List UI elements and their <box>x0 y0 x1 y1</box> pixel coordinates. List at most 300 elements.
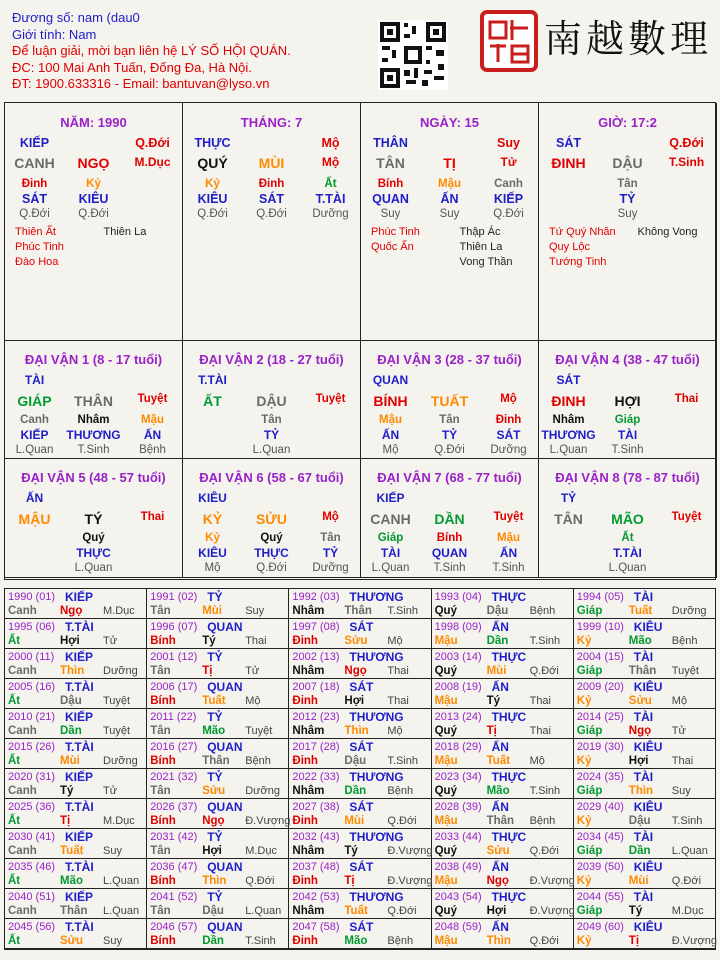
phase-row-3: Bệnh <box>139 444 166 456</box>
year-stem: Quý <box>434 725 457 737</box>
unlucky-star: Thập Ác <box>459 226 501 238</box>
year-god: KIÊU <box>633 920 663 934</box>
year-phase: Thai <box>529 725 551 737</box>
year-cell <box>574 589 716 619</box>
year-branch: Hợi <box>486 905 507 917</box>
year-label: 2016 (27) <box>150 741 198 753</box>
stem-branch-row-2: TỊ <box>443 155 456 171</box>
year-cell <box>5 799 147 829</box>
hidden-god-row-3: T.TÀI <box>315 192 346 206</box>
year-stem: Canh <box>8 665 37 677</box>
stem-branch-row-2: HỢI <box>614 393 641 409</box>
stem-branch-row <box>361 393 538 409</box>
phase-row-2: Q.Đới <box>78 208 109 220</box>
year-label: 2008 (19) <box>434 681 482 693</box>
god-row-1: THÂN <box>373 136 408 150</box>
year-cell <box>5 619 147 649</box>
year-stem: Kỷ <box>576 755 592 767</box>
year-god: T.TÀI <box>65 800 94 814</box>
year-god: THỰC <box>491 830 527 844</box>
year-branch: Tị <box>202 665 213 677</box>
phase-row-1: Q.Đới <box>197 208 228 220</box>
phase-row-3: Dưỡng <box>490 444 527 456</box>
stem-branch-row-3: Mộ <box>322 511 339 523</box>
stem-branch-row-3: Mộ <box>500 393 517 405</box>
year-god: THỰC <box>491 890 527 904</box>
year-label: 2019 (30) <box>576 741 624 753</box>
year-label: 2011 (22) <box>150 711 197 723</box>
year-branch: Dậu <box>344 755 367 767</box>
year-cell <box>289 919 431 949</box>
dai-van-god-label: TÀI <box>24 373 45 387</box>
year-god: THƯƠNG <box>349 590 404 604</box>
year-stem: Giáp <box>576 725 603 737</box>
hidden-stem-row-1 <box>5 532 64 544</box>
year-stem: Giáp <box>576 665 603 677</box>
year-cell <box>147 769 289 799</box>
stem-branch-row-1: ĐINH <box>551 393 586 409</box>
year-god: TỶ <box>207 830 223 844</box>
year-phase: Dưỡng <box>103 665 138 677</box>
hidden-stem-row-2: Kỷ <box>86 178 101 190</box>
hidden-stem-row-3 <box>657 532 716 544</box>
year-god: THỰC <box>491 770 527 784</box>
stem-branch-row <box>183 511 360 527</box>
year-branch: Thìn <box>60 665 85 677</box>
year-label: 2040 (51) <box>8 891 56 903</box>
year-god: ẤN <box>491 920 509 934</box>
year-god: THỰC <box>491 710 527 724</box>
phase-row-2: L.Quan <box>252 444 291 456</box>
hidden-stem-row-2: Nhâm <box>77 414 110 426</box>
year-stem: Nhâm <box>292 785 325 797</box>
year-stem: Mậu <box>434 815 458 827</box>
year-label: 2045 (56) <box>8 921 56 933</box>
phase-row <box>183 444 360 456</box>
hidden-god-row-2: TỶ <box>263 428 280 442</box>
dai-van-god-label: TỶ <box>560 491 577 505</box>
year-branch: Mão <box>486 785 510 797</box>
dai-van-title: ĐẠI VẬN 4 (38 - 47 tuổi) <box>555 352 700 367</box>
year-god: TÀI <box>633 890 654 904</box>
phase-row <box>539 562 716 574</box>
year-cell <box>574 739 716 769</box>
stem-branch-row-2: DẦN <box>434 511 465 527</box>
year-cell <box>432 589 574 619</box>
hidden-stem-row <box>5 532 182 544</box>
hidden-god-row <box>5 192 182 206</box>
year-cell <box>432 619 574 649</box>
dai-van-god-label: SÁT <box>556 373 581 387</box>
hidden-stem-row-3 <box>657 414 716 426</box>
stem-branch-row <box>539 393 716 409</box>
year-label: 2049 (60) <box>576 921 624 933</box>
year-cell <box>5 589 147 619</box>
phase-row <box>183 562 360 574</box>
phase-row-1: Mộ <box>382 444 399 456</box>
year-branch: Dậu <box>60 695 82 707</box>
year-phase: Tử <box>103 635 118 647</box>
hidden-stem-row-2: Giáp <box>614 414 641 426</box>
pillar-cell-2 <box>183 103 361 341</box>
god-row-2 <box>420 136 479 150</box>
year-label: 2018 (29) <box>434 741 482 753</box>
year-cell <box>289 889 431 919</box>
year-phase: Thai <box>529 695 551 707</box>
year-branch: Thân <box>628 665 657 677</box>
stem-branch-row-2: MÃO <box>611 511 644 527</box>
stem-branch-row <box>5 511 182 527</box>
year-god: ẤN <box>491 860 509 874</box>
year-label: 2035 (46) <box>8 861 56 873</box>
dai-van-title: ĐẠI VẬN 8 (78 - 87 tuổi) <box>555 470 700 485</box>
phase-row-2: L.Quan <box>74 562 113 574</box>
year-god: SÁT <box>349 800 374 814</box>
year-god: KIẾP <box>65 830 94 844</box>
lucky-star: Tứ Quý Nhân <box>549 226 616 238</box>
year-god: KIÊU <box>633 680 663 694</box>
dai-van-god-label: ẤN <box>25 491 44 505</box>
hidden-god-row-1 <box>183 428 242 442</box>
year-label: 2041 (52) <box>150 891 198 903</box>
hidden-god-row-2: THƯƠNG <box>66 428 121 442</box>
dai-van-cell-5 <box>5 459 183 578</box>
phase-row-3 <box>657 444 716 456</box>
year-phase: Tuyệt <box>671 665 699 677</box>
year-label: 2020 (31) <box>8 771 56 783</box>
year-god: ẤN <box>491 680 509 694</box>
phase-row-1: Q.Đới <box>19 208 50 220</box>
hidden-god-row <box>361 428 538 442</box>
year-phase: Đ.Vượng <box>529 875 575 887</box>
phase-row <box>5 444 182 456</box>
year-branch: Ngọ <box>202 815 225 827</box>
year-label: 2037 (48) <box>292 861 340 873</box>
lucky-star: Phúc Tinh <box>15 241 64 253</box>
year-branch: Tuất <box>486 755 511 767</box>
year-cell <box>147 679 289 709</box>
stem-branch-row-2: SỬU <box>255 511 288 527</box>
hidden-stem-row-1: Mậu <box>379 414 402 426</box>
stem-branch-row <box>539 511 716 527</box>
year-god: THƯƠNG <box>349 830 404 844</box>
year-phase: Đ.Vượng <box>529 905 575 917</box>
phase-row <box>361 208 538 220</box>
year-god: T.TÀI <box>65 920 94 934</box>
year-god: TỶ <box>207 650 223 664</box>
dai-van-god-label: T.TÀI <box>198 373 227 387</box>
year-label: 2009 (20) <box>576 681 624 693</box>
phase-row-3 <box>657 562 716 574</box>
year-god: TỶ <box>207 710 223 724</box>
year-label: 2025 (36) <box>8 801 56 813</box>
phase-row-3: Dưỡng <box>312 208 349 220</box>
year-cell <box>5 829 147 859</box>
year-branch: Tuất <box>344 905 368 917</box>
lucky-star: Quốc Ấn <box>371 241 414 253</box>
year-phase: Mộ <box>387 725 403 737</box>
stars-row <box>539 225 716 270</box>
year-cell <box>432 709 574 739</box>
year-label: 2002 (13) <box>292 651 340 663</box>
hidden-stem-row-3 <box>123 532 182 544</box>
year-phase: M.Dục <box>103 815 135 827</box>
hidden-stem-row <box>183 414 360 426</box>
year-stem: Bính <box>150 635 176 647</box>
hidden-stem-row-3: Mậu <box>497 532 520 544</box>
year-branch: Hợi <box>60 635 80 647</box>
unlucky-stars <box>94 225 183 270</box>
god-row <box>361 136 538 150</box>
stem-branch-row-1: TÂN <box>554 511 583 527</box>
year-cell <box>432 799 574 829</box>
year-label: 1991 (02) <box>150 591 198 603</box>
year-cell <box>574 649 716 679</box>
year-label: 2046 (57) <box>150 921 198 933</box>
lucky-stars <box>539 225 628 270</box>
year-stem: Mậu <box>434 875 458 887</box>
hidden-stem-row-1: Nhâm <box>552 414 585 426</box>
year-god: THƯƠNG <box>349 770 404 784</box>
hidden-stem-row-2: Tân <box>439 414 460 426</box>
phase-row-3: Dưỡng <box>312 562 349 574</box>
hidden-stem-row-2: Mậu <box>438 178 461 190</box>
year-stem: Nhâm <box>292 605 325 617</box>
hidden-stem-row <box>361 532 538 544</box>
year-stem: Đinh <box>292 755 318 767</box>
dai-van-cell-2 <box>183 341 361 459</box>
year-label: 2027 (38) <box>292 801 340 813</box>
year-phase: Đ.Vượng <box>387 875 433 887</box>
qr-code-icon <box>378 20 448 90</box>
year-phase: Mộ <box>387 635 403 647</box>
stem-branch-row-1: CANH <box>370 511 411 527</box>
year-cell <box>147 919 289 949</box>
god-row-2 <box>598 136 657 150</box>
year-branch: Tý <box>628 905 643 917</box>
god-row-1: THỰC <box>194 136 231 150</box>
year-branch: Thìn <box>202 875 227 887</box>
hidden-god-row-3: ẤN <box>499 546 518 560</box>
hidden-god-row-1 <box>539 546 598 560</box>
lucky-star: Đào Hoa <box>15 256 59 268</box>
year-label: 2005 (16) <box>8 681 56 693</box>
year-branch: Sửu <box>628 695 652 707</box>
year-stem: Ất <box>8 635 21 647</box>
phase-row <box>5 562 182 574</box>
year-cell <box>5 679 147 709</box>
year-branch: Ngọ <box>60 605 83 617</box>
year-phase: Q.Đới <box>529 845 559 857</box>
year-phase: Q.Đới <box>387 905 417 917</box>
hidden-god-row-2: QUAN <box>431 546 468 560</box>
hidden-god-row-3 <box>657 192 716 206</box>
year-label: 2033 (44) <box>434 831 482 843</box>
year-god: TÀI <box>633 590 654 604</box>
year-phase: Thai <box>671 755 694 767</box>
year-branch: Dần <box>202 935 224 947</box>
year-cell <box>432 769 574 799</box>
hidden-god-row-2: TỶ <box>441 428 458 442</box>
year-branch: Thân <box>344 605 372 617</box>
year-phase: Bệnh <box>529 605 556 617</box>
stem-branch-row-3: Tuyệt <box>315 393 346 405</box>
year-stem: Ất <box>8 755 21 767</box>
hidden-god-row-1: ẤN <box>381 428 400 442</box>
year-cell <box>289 709 431 739</box>
year-cell <box>289 679 431 709</box>
year-god: T.TÀI <box>65 680 94 694</box>
year-stem: Tân <box>150 785 171 797</box>
lucky-star: Thiên Ất <box>15 226 56 238</box>
phase-row-1: Mộ <box>204 562 221 574</box>
year-phase: Đ.Vượng <box>387 845 433 857</box>
phase-row-3 <box>301 444 360 456</box>
hidden-stem-row-3 <box>301 414 360 426</box>
year-phase: Q.Đới <box>529 665 559 677</box>
year-stem: Canh <box>8 845 37 857</box>
year-phase: Đ.Vượng <box>671 935 717 947</box>
year-god: ẤN <box>491 620 509 634</box>
year-label: 2042 (53) <box>292 891 340 903</box>
year-cell <box>574 919 716 949</box>
year-phase: Tuyệt <box>103 725 131 737</box>
stem-branch-row-2: NGỌ <box>77 155 110 171</box>
year-cell <box>5 649 147 679</box>
year-phase: L.Quan <box>103 875 140 887</box>
year-label: 2032 (43) <box>292 831 340 843</box>
year-branch: Mùi <box>344 815 365 827</box>
hidden-stem-row <box>361 178 538 190</box>
year-branch: Sửu <box>202 785 226 797</box>
year-label: 2047 (58) <box>292 921 340 933</box>
hidden-god-row-3: SÁT <box>496 428 521 442</box>
stem-branch-row-1: MẬU <box>18 511 51 527</box>
pillar-title: THÁNG: 7 <box>240 115 303 130</box>
stem-branch-row-3: Tuyệt <box>493 511 524 523</box>
phase-row-1 <box>5 562 64 574</box>
year-stem: Canh <box>8 725 37 737</box>
owner-line: Đương số: nam (dau0 <box>12 10 140 25</box>
year-phase: Suy <box>671 785 691 797</box>
hidden-stem-row-2: Đinh <box>258 178 285 190</box>
hidden-god-row-2: THỰC <box>254 546 289 560</box>
stem-branch-row-2: MÙI <box>258 155 285 171</box>
hidden-stem-row-1 <box>539 532 598 544</box>
year-stem: Tân <box>150 605 171 617</box>
year-phase: Q.Đới <box>387 815 417 827</box>
hidden-god-row <box>361 192 538 206</box>
year-phase: T.Sinh <box>529 785 561 797</box>
year-cell <box>289 859 431 889</box>
dai-van-title: ĐẠI VẬN 7 (68 - 77 tuổi) <box>377 470 522 485</box>
hidden-god-row-3: ẤN <box>143 428 162 442</box>
hidden-god-row-2: THỰC <box>76 546 111 560</box>
hidden-god-row-1: SÁT <box>22 192 47 206</box>
year-phase: Q.Đới <box>245 875 275 887</box>
year-god: KIẾP <box>65 650 94 664</box>
unlucky-star: Thiên La <box>103 226 147 238</box>
year-phase: T.Sinh <box>671 815 703 827</box>
year-branch: Tý <box>486 695 501 707</box>
year-phase: M.Dục <box>103 605 135 617</box>
hidden-stem-row-3: Canh <box>494 178 523 190</box>
year-cell <box>289 649 431 679</box>
year-label: 2014 (25) <box>576 711 624 723</box>
gender-line: Giới tính: Nam <box>12 26 97 42</box>
year-branch: Mùi <box>486 665 507 677</box>
stem-branch-row <box>5 155 182 171</box>
year-label: 2003 (14) <box>434 651 482 663</box>
stem-branch-row-3: Thai <box>140 511 165 523</box>
year-stem: Nhâm <box>292 905 325 917</box>
year-label: 2029 (40) <box>576 801 624 813</box>
year-label: 1993 (04) <box>434 591 482 603</box>
year-label: 1990 (01) <box>8 591 56 603</box>
hidden-god-row-3 <box>123 192 182 206</box>
year-cell <box>147 859 289 889</box>
phase-row-2: Suy <box>439 208 460 220</box>
stars-row <box>5 225 182 270</box>
hidden-god-row-3: KIẾP <box>493 192 524 206</box>
year-cell <box>147 649 289 679</box>
hidden-stem-row-1: Kỷ <box>205 532 220 544</box>
year-label: 2036 (47) <box>150 861 198 873</box>
year-label: 2038 (49) <box>434 861 482 873</box>
hidden-god-row-1: KIÊU <box>198 546 227 560</box>
dai-van-title: ĐẠI VẬN 2 (18 - 27 tuổi) <box>199 352 344 367</box>
stem-branch-row-2: DẬU <box>612 155 643 171</box>
year-stem: Kỷ <box>576 935 592 947</box>
year-branch: Hợi <box>628 755 649 767</box>
year-branch: Tị <box>344 875 355 887</box>
hidden-god-row <box>361 546 538 560</box>
year-god: THƯƠNG <box>349 890 404 904</box>
year-phase: Suy <box>245 605 265 617</box>
year-god: QUAN <box>207 800 243 814</box>
hidden-stem-row-1: Canh <box>20 414 49 426</box>
lucky-star: Phúc Tinh <box>371 226 420 238</box>
year-phase: T.Sinh <box>387 755 418 767</box>
year-cell <box>147 739 289 769</box>
address-line: ĐC: 100 Mai Anh Tuấn, Đống Đa, Hà Nội. <box>12 59 252 75</box>
phase-row-1: L.Quan <box>15 444 54 456</box>
stem-branch-row-2: DẬU <box>256 393 287 409</box>
pillars-grid <box>4 102 716 580</box>
hidden-god-row <box>183 428 360 442</box>
year-cell <box>289 589 431 619</box>
hidden-stem-row-3: Đinh <box>495 414 522 426</box>
year-cell <box>5 739 147 769</box>
phase-row-3 <box>123 562 182 574</box>
year-cell <box>147 709 289 739</box>
year-god: SÁT <box>349 680 374 694</box>
phase-row <box>539 444 716 456</box>
year-label: 1998 (09) <box>434 621 482 633</box>
year-god: TỶ <box>207 890 223 904</box>
hidden-stem-row-1 <box>183 414 242 426</box>
hidden-stem-row-3: Mậu <box>141 414 164 426</box>
hidden-stem-row-3 <box>123 178 182 190</box>
year-stem: Nhâm <box>292 845 325 857</box>
year-god: THƯƠNG <box>349 650 404 664</box>
phase-row-1 <box>183 444 242 456</box>
year-phase: Q.Đới <box>529 935 559 947</box>
year-phase: Thai <box>387 695 409 707</box>
year-god: QUAN <box>207 620 243 634</box>
dai-van-god <box>539 373 716 387</box>
year-cell <box>574 859 716 889</box>
